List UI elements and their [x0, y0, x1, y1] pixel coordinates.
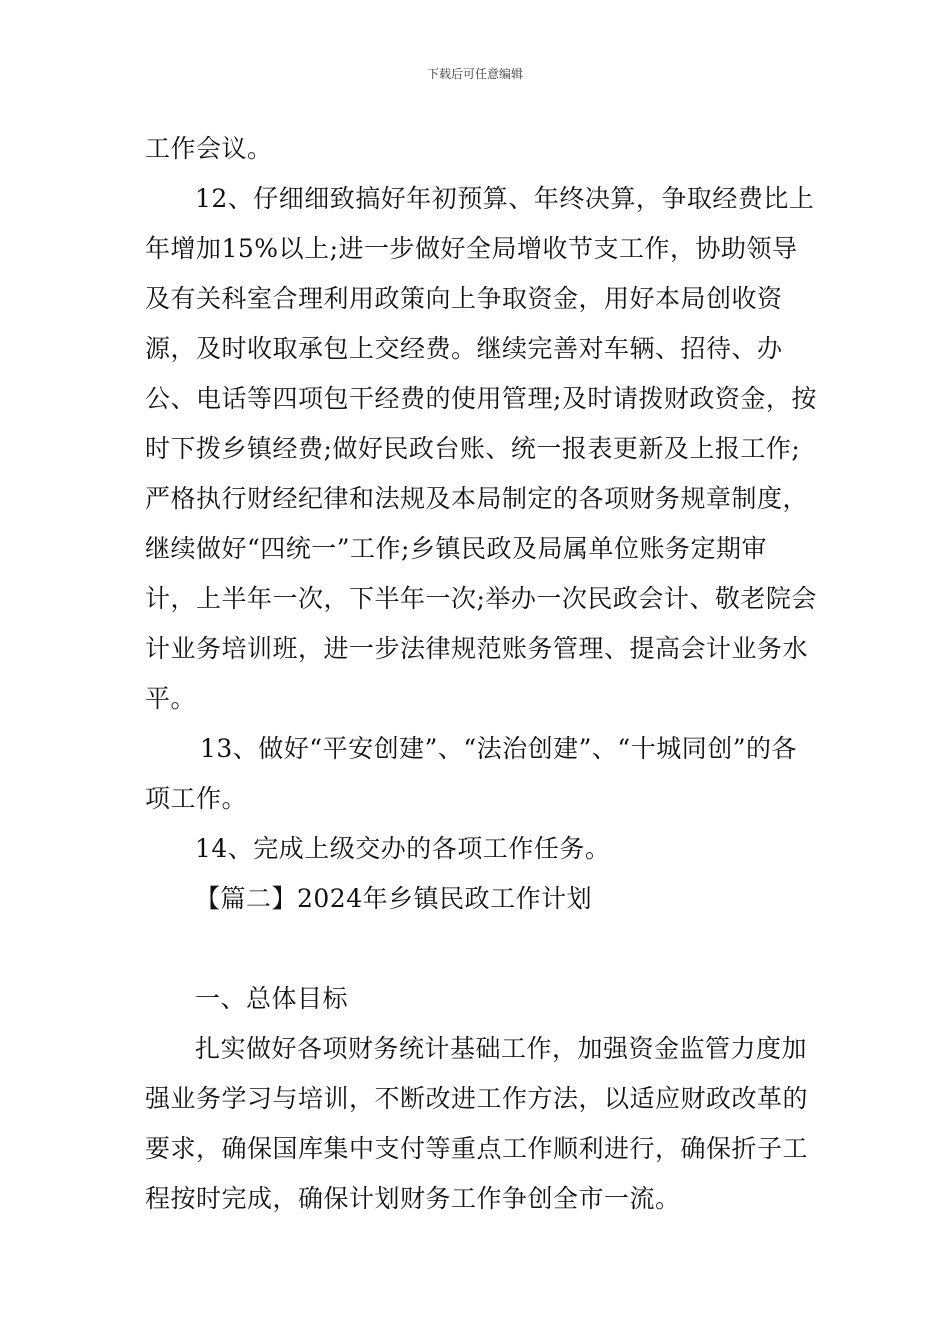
page-header: 下载后可任意编辑: [426, 67, 523, 81]
section-title: 【篇二】2024年乡镇民政工作计划: [195, 884, 593, 913]
document-body: [145, 124, 817, 1224]
paragraph-item-14: 14、完成上级交办的各项工作任务。: [195, 834, 611, 863]
section-heading: 一、总体目标: [195, 984, 349, 1013]
paragraph-item-13: 13、做好“平安创建”、“法治创建”、“十城同创”的各项工作。: [145, 734, 797, 813]
blank-line: [145, 924, 817, 974]
paragraph-item-12: 12、仔细细致搞好年初预算、年终决算，争取经费比上年增加15%以上;进一步做好全局增收节支工作，协助领导及有关科室合理利用政策向上争取资金，用好本局创收资源，及时收取承包上交经费。继续完善对车辆、招待、办公、电话等四项包干经费的使用管理;及时请拨财政资金，按时下拨乡镇经费;做好民政台账、统一报表更新及上报工作;严格执行财经纪律和法规及本局制定的各项财务规章制度，继续做好“四统一”工作;乡镇民政及局属单位账务定期审计，上半年一次，下半年一次;举办一次民政会计、敬老院会计业务培训班，进一步法律规范账务管理、提高会计业务水平。: [145, 184, 817, 713]
paragraph-continuation: 工作会议。: [145, 134, 273, 163]
paragraph-goal: 扎实做好各项财务统计基础工作，加强资金监管力度加强业务学习与培训，不断改进工作方法，以适应财政改革的要求，确保国库集中支付等重点工作顺利进行，确保折子工程按时完成，确保计划财务工作争创全市一流。: [145, 1034, 809, 1213]
